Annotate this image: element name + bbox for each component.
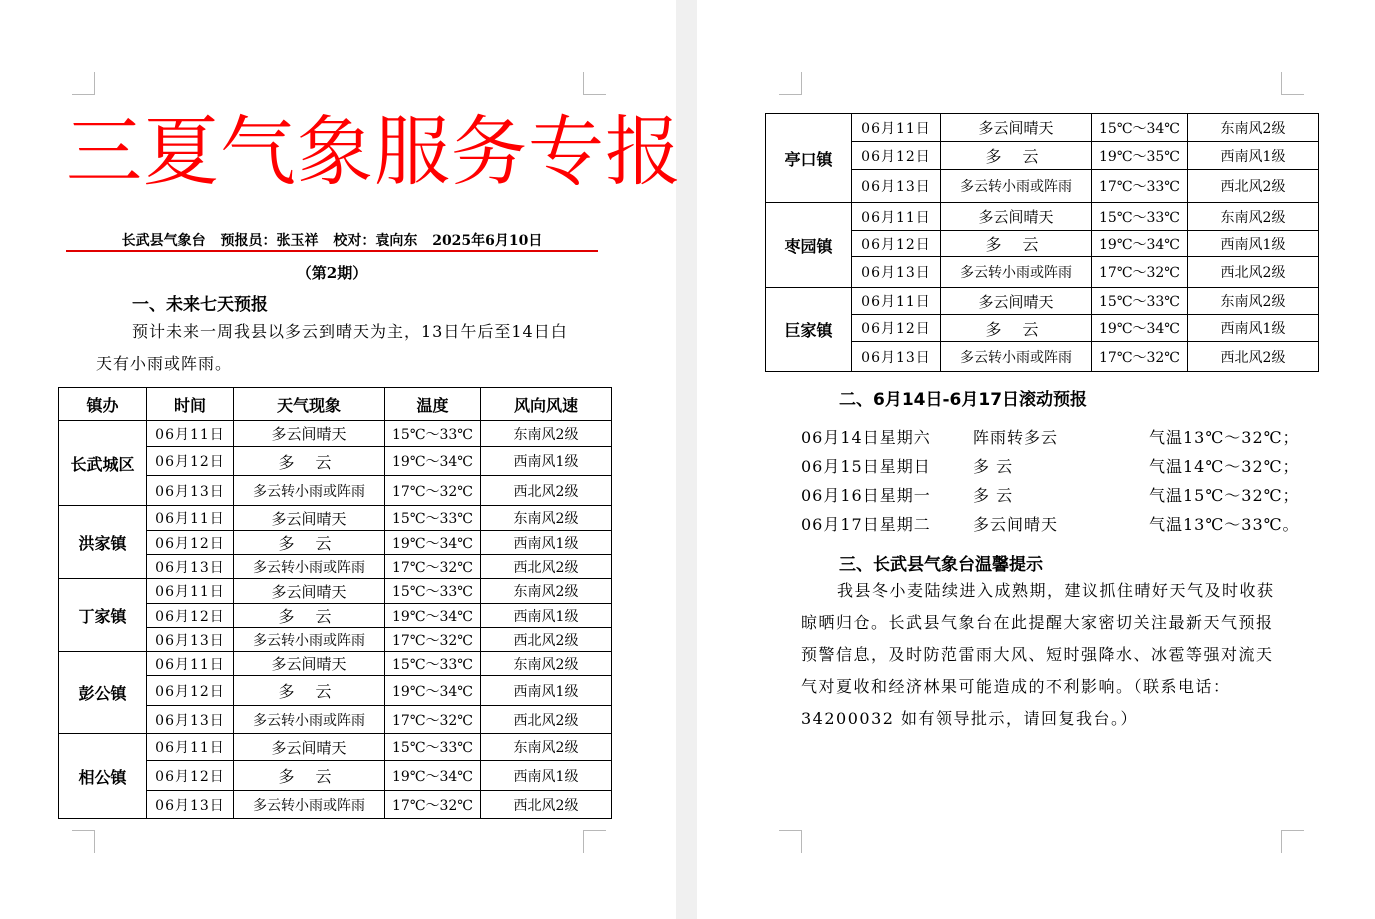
- document-page-1: [0, 0, 682, 919]
- date-cell: 06月12日: [852, 142, 941, 170]
- date-cell: 06月11日: [147, 506, 234, 531]
- temp-cell: 15℃～33℃: [385, 579, 481, 604]
- section1-title: 一、未来七天预报: [132, 295, 268, 315]
- weather-cell: 多云转小雨或阵雨: [234, 628, 385, 652]
- issuer-forecaster: 预报员：张玉祥: [220, 233, 319, 249]
- table-row: [766, 114, 1319, 142]
- wind-cell: 西北风2级: [481, 476, 612, 506]
- temp-cell: 15℃～33℃: [1092, 288, 1188, 315]
- roll-weather: 阵雨转多云: [973, 428, 1059, 447]
- weather-cell: 多 云: [941, 231, 1092, 257]
- table-row: [59, 652, 612, 676]
- weather-cell: 多云转小雨或阵雨: [234, 791, 385, 819]
- section2-title: 二、6月14日-6月17日滚动预报: [839, 390, 1088, 410]
- temp-cell: 17℃～32℃: [1092, 342, 1188, 372]
- roll-date: 06月16日星期一: [801, 486, 931, 505]
- date-cell: 06月12日: [147, 761, 234, 791]
- margin-mark: [1281, 830, 1304, 853]
- temp-cell: 19℃～34℃: [1092, 231, 1188, 257]
- temp-cell: 15℃～34℃: [1092, 114, 1188, 142]
- date-cell: 06月13日: [147, 555, 234, 579]
- temp-cell: 15℃～33℃: [385, 652, 481, 676]
- temp-cell: 15℃～33℃: [1092, 203, 1188, 231]
- table-row: [59, 506, 612, 531]
- margin-mark: [72, 830, 95, 853]
- temp-cell: 17℃～33℃: [1092, 170, 1188, 203]
- weather-cell: 多 云: [234, 531, 385, 555]
- weather-cell: 多云间晴天: [234, 579, 385, 604]
- table-row: [766, 288, 1319, 315]
- temp-cell: 15℃～33℃: [385, 421, 481, 447]
- wind-cell: 西北风2级: [481, 791, 612, 819]
- temp-cell: 19℃～35℃: [1092, 142, 1188, 170]
- date-cell: 06月11日: [852, 288, 941, 315]
- roll-temp: 气温13℃～33℃。: [1149, 515, 1300, 534]
- date-cell: 06月11日: [852, 203, 941, 231]
- table-row: [59, 421, 612, 447]
- issuer-org: 长武县气象台: [121, 233, 206, 249]
- date-cell: 06月11日: [147, 421, 234, 447]
- section3-title: 三、长武县气象台温馨提示: [839, 555, 1043, 575]
- margin-mark: [779, 72, 802, 95]
- date-cell: 06月11日: [147, 652, 234, 676]
- town-name-cell: 枣园镇: [766, 203, 852, 288]
- wind-cell: 西南风1级: [481, 447, 612, 476]
- wind-cell: 东南风2级: [481, 421, 612, 447]
- table-row: [766, 203, 1319, 231]
- date-cell: 06月11日: [147, 579, 234, 604]
- temp-cell: 19℃～34℃: [385, 531, 481, 555]
- weather-cell: 多云间晴天: [234, 652, 385, 676]
- section1-text: 预计未来一周我县以多云到晴天为主，13日午后至14日白天有小雨或阵雨。: [96, 322, 568, 373]
- margin-mark: [583, 72, 606, 95]
- wind-cell: 西南风1级: [481, 761, 612, 791]
- town-name-cell: 长武城区: [59, 421, 147, 506]
- weather-cell: 多 云: [941, 315, 1092, 342]
- roll-temp: 气温15℃～32℃；: [1149, 486, 1300, 505]
- wind-cell: 西南风1级: [1188, 231, 1319, 257]
- date-cell: 06月12日: [852, 315, 941, 342]
- date-cell: 06月13日: [147, 706, 234, 734]
- temp-cell: 17℃～32℃: [1092, 257, 1188, 288]
- margin-mark: [72, 72, 95, 95]
- wind-cell: 西南风1级: [1188, 142, 1319, 170]
- header-time: 时间: [147, 388, 234, 421]
- header-wind: 风向风速: [481, 388, 612, 421]
- issue-number: （第2期）: [296, 264, 368, 282]
- wind-cell: 西南风1级: [1188, 315, 1319, 342]
- date-cell: 06月12日: [147, 531, 234, 555]
- weather-cell: 多 云: [234, 761, 385, 791]
- wind-cell: 西北风2级: [481, 555, 612, 579]
- document-page-2: [697, 0, 1375, 919]
- date-cell: 06月13日: [147, 791, 234, 819]
- wind-cell: 东南风2级: [481, 506, 612, 531]
- temp-cell: 17℃～32℃: [385, 706, 481, 734]
- town-name-cell: 亭口镇: [766, 114, 852, 203]
- table-row: [59, 579, 612, 604]
- wind-cell: 西南风1级: [481, 531, 612, 555]
- date-cell: 06月13日: [147, 628, 234, 652]
- weather-cell: 多云转小雨或阵雨: [234, 706, 385, 734]
- wind-cell: 东南风2级: [481, 734, 612, 761]
- wind-cell: 西北风2级: [1188, 170, 1319, 203]
- roll-temp: 气温13℃～32℃；: [1149, 428, 1300, 447]
- red-divider: [66, 250, 598, 252]
- date-cell: 06月11日: [147, 734, 234, 761]
- temp-cell: 17℃～32℃: [385, 791, 481, 819]
- weather-cell: 多云转小雨或阵雨: [941, 257, 1092, 288]
- roll-weather: 多 云: [973, 486, 1014, 505]
- town-name-cell: 丁家镇: [59, 579, 147, 652]
- date-cell: 06月12日: [147, 676, 234, 706]
- temp-cell: 19℃～34℃: [1092, 315, 1188, 342]
- weather-cell: 多 云: [941, 142, 1092, 170]
- town-name-cell: 洪家镇: [59, 506, 147, 579]
- date-cell: 06月12日: [147, 604, 234, 628]
- town-name-cell: 相公镇: [59, 734, 147, 819]
- weather-cell: 多 云: [234, 604, 385, 628]
- temp-cell: 17℃～32℃: [385, 555, 481, 579]
- date-cell: 06月13日: [147, 476, 234, 506]
- temp-cell: 19℃～34℃: [385, 676, 481, 706]
- roll-weather: 多云间晴天: [973, 515, 1059, 534]
- weather-cell: 多云间晴天: [941, 203, 1092, 231]
- weather-cell: 多云间晴天: [234, 421, 385, 447]
- weather-cell: 多云间晴天: [941, 114, 1092, 142]
- date-cell: 06月11日: [852, 114, 941, 142]
- forecast-table-page1: [58, 387, 612, 819]
- weather-cell: 多云间晴天: [941, 288, 1092, 315]
- margin-mark: [779, 830, 802, 853]
- wind-cell: 东南风2级: [1188, 203, 1319, 231]
- town-name-cell: 彭公镇: [59, 652, 147, 734]
- weather-cell: 多 云: [234, 676, 385, 706]
- wind-cell: 西北风2级: [1188, 342, 1319, 372]
- date-cell: 06月13日: [852, 257, 941, 288]
- wind-cell: 西南风1级: [481, 676, 612, 706]
- margin-mark: [1281, 72, 1304, 95]
- section3-text: 我县冬小麦陆续进入成熟期，建议抓住晴好天气及时收获晾晒归仓。长武县气象台在此提醒大家密切关注最新天气预报预警信息，及时防范雷雨大风、短时强降水、冰雹等强对流天气对夏收和经济林果可能造成的不利影响。（联系电话：34200032 如有领导批示，请回复我台。）: [801, 581, 1275, 728]
- wind-cell: 东南风2级: [1188, 114, 1319, 142]
- header-town: 镇办: [59, 388, 147, 421]
- temp-cell: 15℃～33℃: [385, 506, 481, 531]
- date-cell: 06月13日: [852, 342, 941, 372]
- weather-cell: 多云转小雨或阵雨: [941, 170, 1092, 203]
- temp-cell: 19℃～34℃: [385, 761, 481, 791]
- date-cell: 06月13日: [852, 170, 941, 203]
- wind-cell: 东南风2级: [1188, 288, 1319, 315]
- date-cell: 06月12日: [147, 447, 234, 476]
- temp-cell: 15℃～33℃: [385, 734, 481, 761]
- date-cell: 06月12日: [852, 231, 941, 257]
- wind-cell: 东南风2级: [481, 652, 612, 676]
- weather-cell: 多云间晴天: [234, 506, 385, 531]
- town-name-cell: 巨家镇: [766, 288, 852, 372]
- forecast-table-page2: [765, 113, 1319, 372]
- weather-cell: 多云间晴天: [234, 734, 385, 761]
- wind-cell: 西南风1级: [481, 604, 612, 628]
- weather-cell: 多云转小雨或阵雨: [941, 342, 1092, 372]
- weather-cell: 多云转小雨或阵雨: [234, 476, 385, 506]
- wind-cell: 西北风2级: [481, 706, 612, 734]
- masthead-title: 三夏气象服务专报: [66, 107, 682, 196]
- weather-cell: 多 云: [234, 447, 385, 476]
- temp-cell: 17℃～32℃: [385, 476, 481, 506]
- wind-cell: 西北风2级: [481, 628, 612, 652]
- issuer-proofreader: 校对：袁向东: [333, 233, 418, 249]
- temp-cell: 19℃～34℃: [385, 447, 481, 476]
- wind-cell: 西北风2级: [1188, 257, 1319, 288]
- roll-date: 06月17日星期二: [801, 515, 931, 534]
- header-temp: 温度: [385, 388, 481, 421]
- roll-weather: 多 云: [973, 457, 1014, 476]
- roll-date: 06月14日星期六: [801, 428, 931, 447]
- temp-cell: 19℃～34℃: [385, 604, 481, 628]
- issuer-line: [66, 230, 598, 250]
- roll-temp: 气温14℃～32℃；: [1149, 457, 1300, 476]
- table-row: [59, 734, 612, 761]
- header-weather: 天气现象: [234, 388, 385, 421]
- roll-date: 06月15日星期日: [801, 457, 931, 476]
- temp-cell: 17℃～32℃: [385, 628, 481, 652]
- issuer-date: 2025年6月10日: [432, 233, 543, 249]
- margin-mark: [583, 830, 606, 853]
- table-header-row: [59, 388, 612, 421]
- wind-cell: 东南风2级: [481, 579, 612, 604]
- weather-cell: 多云转小雨或阵雨: [234, 555, 385, 579]
